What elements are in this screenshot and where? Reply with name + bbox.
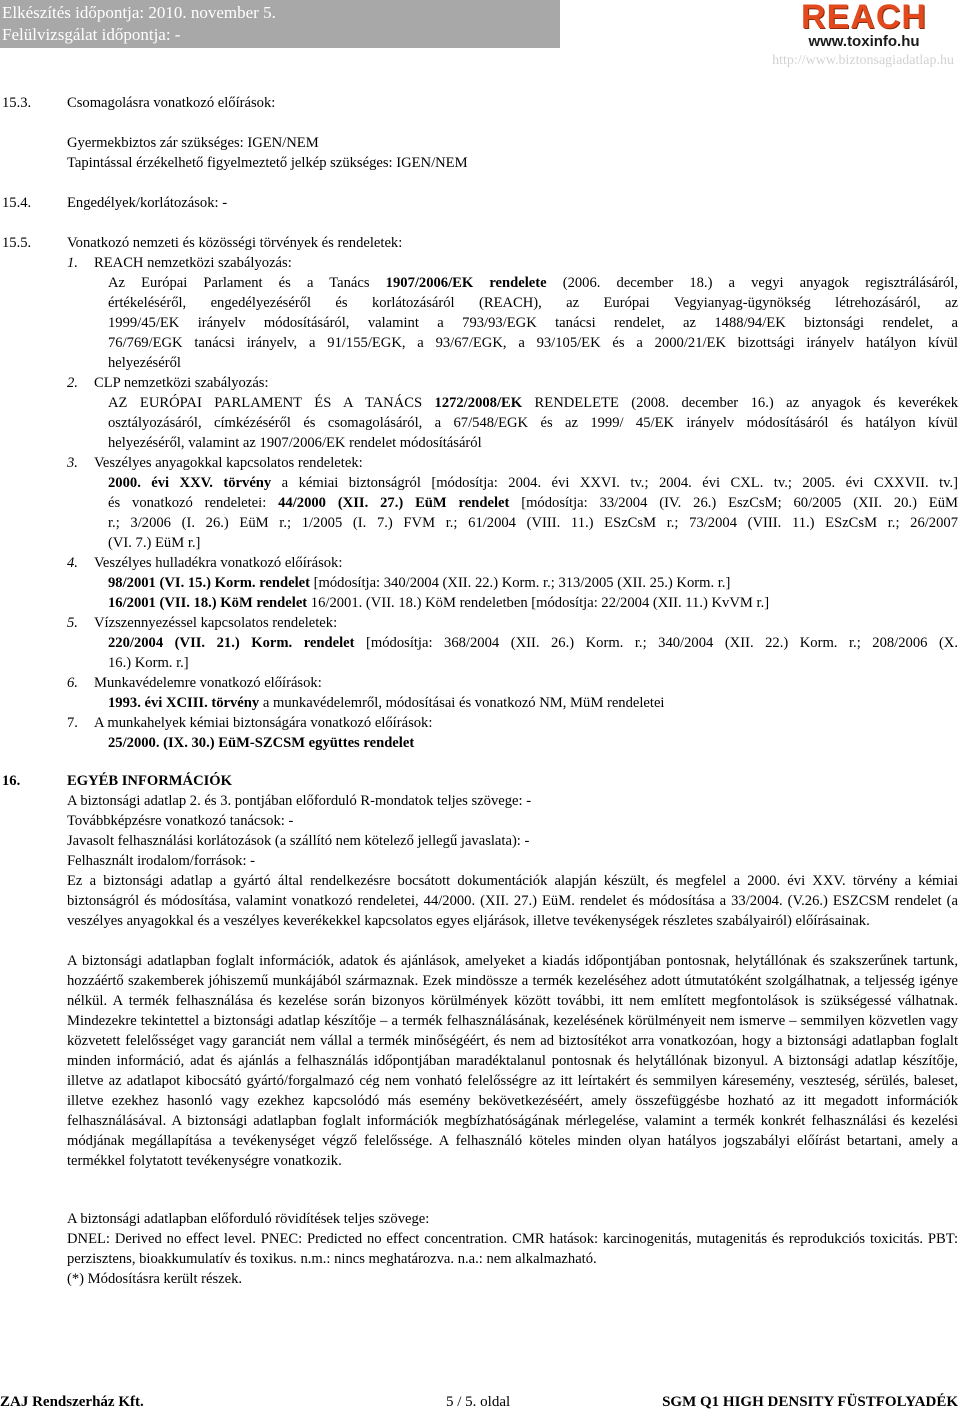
creation-date: Elkészítés időpontja: 2010. november 5.: [2, 3, 276, 22]
text-line: A biztonsági adatlapban előforduló rövidítések teljes szövege:: [67, 1211, 430, 1227]
item-title: Veszélyes anyagokkal kapcsolatos rendeletek:: [94, 455, 363, 471]
text-line: Az Európai Parlament és a Tanács 1907/2006/EK rendelete (2006. december 18.) a vegyi anyagok regisztrálásáról,: [108, 275, 958, 291]
section-title: Engedélyek/korlátozások: -: [67, 195, 228, 211]
text-line: helyezéséről, valamint az 1907/2006/EK rendelet módosításáról: [108, 435, 482, 451]
item-title: A munkahelyek kémiai biztonságára vonatkozó előírások:: [94, 715, 433, 731]
text-line: 98/2001 (VI. 15.) Korm. rendelet [módosítja: 340/2004 (XII. 22.) Korm. r.; 313/2005 (XII. 25.) Korm. r.]: [108, 575, 731, 591]
section-number: 15.5.: [2, 235, 32, 251]
text-line: 1993. évi XCIII. törvény a munkavédelemről, módosításai és vonatkozó NM, MüM rendeletei: [108, 695, 665, 711]
text-line: Gyermekbiztos zár szükséges: IGEN/NEM: [67, 135, 319, 151]
header-dates: [0, 0, 560, 48]
text-line: 16/2001 (VII. 18.) KöM rendelet 16/2001. (VII. 18.) KöM rendeletben [módosítja: 22/2004 (XII. 11.) KvVM r.]: [108, 595, 770, 611]
section-number: 16.: [2, 773, 21, 789]
item-title: CLP nemzetközi szabályozás:: [94, 375, 269, 391]
text-line: 25/2000. (IX. 30.) EüM-SZCSM együttes rendelet: [108, 735, 415, 751]
text-line: (VI. 7.) EüM r.]: [108, 535, 201, 551]
paragraph: Ez a biztonsági adatlap a gyártó által rendelkezésre bocsátott dokumentációk alapján készült, és megfelel a 2000. évi XXV. törvény a kémiai biztonságról és módosítása, valamint vonatkozó rendeletei, 44/2000. (XII. 27.) EüM. rendelet és módosítása a 33/2004. (V.26.) ESZCSM rendelet (a veszélyes anyagokkal és a veszélyes keverékekkel kapcsolatos egyes eljárások, illetve tevékenységek részletes szabályairól) előírásainak.: [67, 873, 958, 929]
page-footer: [0, 1392, 960, 1412]
section-title: Csomagolásra vonatkozó előírások:: [67, 95, 276, 111]
item-number: 2.: [67, 375, 78, 391]
text-line: 220/2004 (VII. 21.) Korm. rendelet [módosítja: 368/2004 (XII. 26.) Korm. r.; 340/2004 (XII. 22.) Korm. r.; 208/2006 (X.: [108, 635, 958, 651]
text-line: (*) Módosításra került részek.: [67, 1271, 243, 1287]
section-number: 15.4.: [2, 195, 32, 211]
section-number: 15.3.: [2, 95, 32, 111]
text-line: 2000. évi XXV. törvény a kémiai biztonságról [módosítja: 2004. évi XXVI. tv.; 2004. évi CXL. tv.; 2005. évi CXXVII. tv.]: [108, 475, 958, 491]
text-line: értékeléséről, engedélyezéséről és korlátozásáról (REACH), az Európai Vegyianyag-ügynökség létrehozásáról, az: [108, 295, 958, 311]
text-line: 1999/45/EK irányelv módosításáról, valamint a 793/93/EGK tanácsi rendelet, az 1488/94/EK biztonsági rendelet, a: [108, 315, 958, 331]
text-line: A biztonsági adatlap 2. és 3. pontjában előforduló R-mondatok teljes szövege: -: [67, 793, 532, 809]
logo-word: REACH: [801, 0, 927, 36]
review-date: Felülvizsgálat időpontja: -: [2, 25, 181, 44]
item-number: 6.: [67, 675, 78, 691]
item-title: REACH nemzetközi szabályozás:: [94, 255, 292, 271]
text-line: helyezéséről: [108, 355, 181, 371]
footer-page-number: 5 / 5. oldal: [446, 1394, 511, 1410]
paragraph: DNEL: Derived no effect level. PNEC: Predicted no effect concentration. CMR hatások: karcinogenitás, mutagenitás és reprodukciós toxicitás. PBT: perzisztens, bioakkumulatív és toxikus. n.m.: nincs meghatározva. n.a.: nem alkalmazható.: [67, 1231, 958, 1267]
text-line: 76/769/EGK tanácsi irányelv, a 91/155/EGK, a 93/67/EGK, a 93/105/EK és a 2000/21/EK bizottsági irányelv hatályon kívül: [108, 335, 958, 351]
item-title: Vízszennyezéssel kapcsolatos rendeletek:: [94, 615, 338, 631]
text-line: Javasolt felhasználási korlátozások (a szállító nem kötelező jellegű javaslata): -: [67, 833, 530, 849]
text-line: Továbbképzésre vonatkozó tanácsok: -: [67, 813, 294, 829]
section-title: Vonatkozó nemzeti és közösségi törvények és rendeletek:: [67, 235, 403, 251]
logo-url: www.toxinfo.hu: [808, 33, 920, 50]
item-title: Munkavédelemre vonatkozó előírások:: [94, 675, 322, 691]
paragraph: A biztonsági adatlapban foglalt információk, adatok és ajánlások, amelyeket a kiadás időpontjában pontosnak, helytállónak és szakszerűnek tartunk, hozzáértő szakemberek jóhiszemű munkájából származnak. Ezek mindössze a termék kezeléséhez adott útmutatóként szolgálhatnak, a teljesség igénye nélkül. A termék felhasználása és kezelése során bizonyos körülmények között további, itt nem említett megfontolások is szükségessé válhatnak. Mindezekre tekintettel a biztonsági adatlap készítője – a termék felhasználásának, kezelésének körülményeit nem ismerve – semmilyen közvetlen vagy közvetett felelősséget vagy garanciát nem vállal a termék minőségéért, és nem ad biztosítékot arra vonatkozóan, hogy a biztonsági adatlapban foglalt minden információ, adat és ajánlás a felhasználás időpontjában maradéktalanul pontosnak és helytállónak bizonyul. A biztonsági adatlap készítője, illetve az adatlapot kibocsátó gyártó/forgalmazó cég nem vonható felelősségre az itt leírtakért és semmilyen káresemény, veszteség, sérülés, baleset, illetve ezekhez hasonló vagy ezekhez kapcsolódó más esemény bekövetkezéséért, amely összefüggésbe hozható az itt megadott információk felhasználásával. A biztonsági adatlapban foglalt információk megbízhatóságának mérlegelése, valamint a termék konkrét felhasználási és kezelési módjának megállapítása a tevékenységet végző felelőssége. A felhasználó köteles minden olyan hatályos jogszabályi előírást betartani, amely a termékkel folytatott tevékenységre vonatkozik.: [67, 953, 958, 1169]
footer-product: SGM Q1 HIGH DENSITY FÜSTFOLYADÉK: [662, 1394, 958, 1410]
section-title: EGYÉB INFORMÁCIÓK: [67, 773, 232, 789]
item-title: Veszélyes hulladékra vonatkozó előírások:: [94, 555, 343, 571]
item-number: 4.: [67, 555, 78, 571]
text-line: AZ EURÓPAI PARLAMENT ÉS A TANÁCS 1272/2008/EK RENDELETE (2008. december 16.) az anyagok és keverékek: [108, 395, 958, 411]
text-line: osztályozásáról, címkézéséről és csomagolásáról, a 67/548/EGK és az 1999/ 45/EK irányelv módosításáról és hatályon kívül: [108, 415, 958, 431]
text-line: és vonatkozó rendeletei: 44/2000 (XII. 27.) EüM rendelet [módosítja: 33/2004 (IV. 26.) EszCsM; 60/2005 (XII. 20.) EüM: [108, 495, 958, 511]
text-line: 16.) Korm. r.]: [108, 655, 189, 671]
item-number: 5.: [67, 615, 78, 631]
item-number: 1.: [67, 255, 78, 271]
footer-company: ZAJ Rendszerház Kft.: [0, 1394, 144, 1410]
watermark-url: http://www.biztonsagiadatlap.hu: [772, 53, 954, 68]
text-line: r.; 3/2006 (I. 26.) EüM r.; 1/2005 (I. 7.) FVM r.; 61/2004 (VIII. 11.) ESzCsM r.; 73/2004 (VIII. 11.) ESzCsM r.; 26/2007: [108, 515, 958, 531]
item-number: 7.: [67, 715, 78, 731]
text-line: Tapintással érzékelhető figyelmeztető jelkép szükséges: IGEN/NEM: [67, 155, 468, 171]
text-line: Felhasznált irodalom/források: -: [67, 853, 256, 869]
reach-logo: [774, 0, 954, 50]
item-number: 3.: [67, 455, 78, 471]
